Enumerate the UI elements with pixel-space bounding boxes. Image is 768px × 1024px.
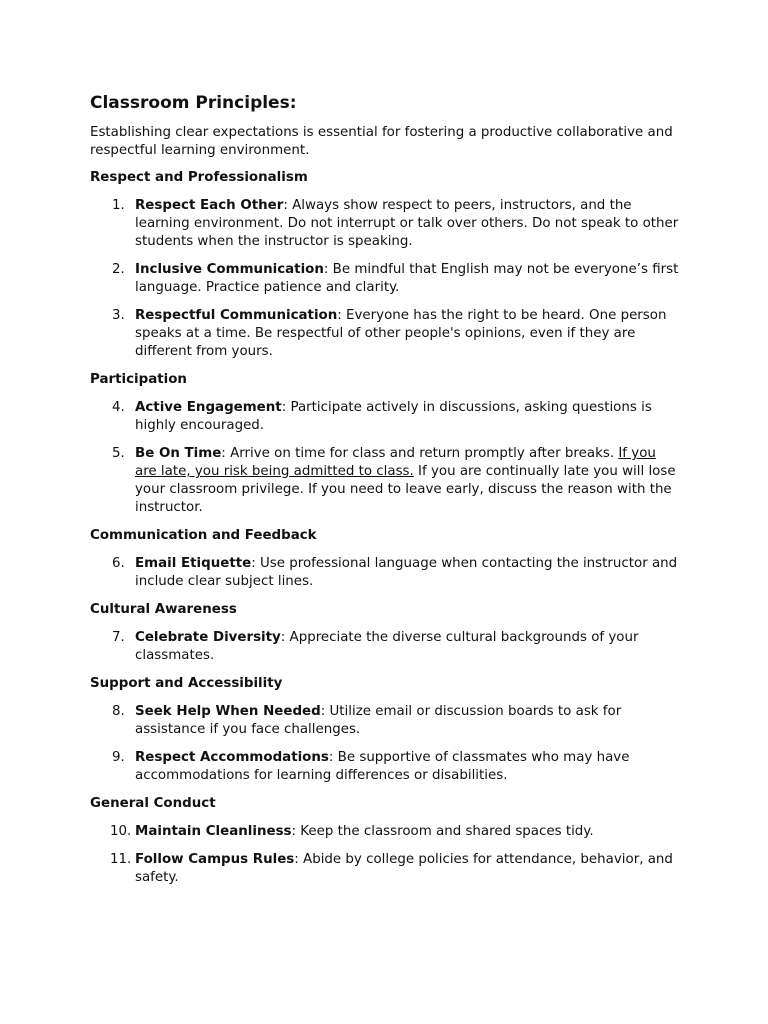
section-heading-cultural: Cultural Awareness [90,602,237,617]
item-text: : Abide by college policies for attendance, behavior, and safety. [135,852,673,885]
item-title: Maintain Cleanliness [135,824,292,839]
item-text: : Be mindful that English may not be everyone’s first language. Practice patience and clarity. [135,262,679,295]
item-number: 10. [110,824,132,839]
principles-list [90,703,680,785]
item-title: Active Engagement [135,400,282,415]
item-number: 8. [112,704,125,719]
principles-list [90,399,680,517]
list-item [90,197,680,251]
item-text: : Always show respect to peers, instructors, and the learning environment. Do not interrupt or talk over others. Do not speak to other students when the instructor is speaking. [135,198,679,249]
item-title: Respect Accommodations [135,750,329,765]
section-heading-communication: Communication and Feedback [90,528,317,543]
principles-list [90,823,680,887]
principles-list [90,197,680,361]
item-title: Respect Each Other [135,198,284,213]
item-text: : Utilize email or discussion boards to ask for assistance if you face challenges. [135,704,622,737]
item-text: : Appreciate the diverse cultural backgrounds of your classmates. [135,630,639,663]
item-number: 1. [112,198,125,213]
item-number: 9. [112,750,125,765]
item-title: Celebrate Diversity [135,630,281,645]
list-item [90,823,680,841]
item-number: 6. [112,556,125,571]
list-item [90,555,680,591]
list-item [90,399,680,435]
intro-paragraph: Establishing clear expectations is essential for fostering a productive collaborative and respectful learning environment. [90,125,673,158]
item-text: : Everyone has the right to be heard. One person speaks at a time. Be respectful of other people's opinions, even if they are different from yours. [135,308,667,359]
item-text: : Keep the classroom and shared spaces tidy. [291,824,594,839]
item-text-after: If you are continually late you will lose your classroom privilege. If you need to leave early, discuss the reason with the instructor. [135,464,676,515]
item-number: 4. [112,400,125,415]
list-item [90,851,680,887]
principles-list [90,555,680,591]
section-heading-participation: Participation [90,372,187,387]
item-number: 5. [112,446,125,461]
item-text: : Participate actively in discussions, asking questions is highly encouraged. [135,400,652,433]
item-title: Respectful Communication [135,308,338,323]
item-number: 7. [112,630,125,645]
page-title: Classroom Principles: [90,93,297,113]
list-item [90,749,680,785]
list-item [90,629,680,665]
section-heading-support: Support and Accessibility [90,676,283,691]
item-title: Email Etiquette [135,556,252,571]
list-item [90,445,680,517]
list-item [90,261,680,297]
item-text: : Use professional language when contacting the instructor and include clear subject lines. [135,556,678,589]
section-heading-respect: Respect and Professionalism [90,170,308,185]
principles-list [90,629,680,665]
item-title: Seek Help When Needed [135,704,321,719]
item-number: 3. [112,308,125,323]
document-page [90,92,680,897]
item-title: Inclusive Communication [135,262,324,277]
underlined-warning: If you are late, you risk being admitted to class. [135,446,656,479]
item-number: 2. [112,262,125,277]
item-number: 11. [110,852,132,867]
list-item [90,703,680,739]
item-text: : Be supportive of classmates who may have accommodations for learning differences or disabilities. [135,750,630,783]
item-title: Follow Campus Rules [135,852,295,867]
item-title: Be On Time [135,446,222,461]
list-item [90,307,680,361]
section-heading-general: General Conduct [90,796,216,811]
item-text: : Arrive on time for class and return promptly after breaks. [221,446,619,461]
